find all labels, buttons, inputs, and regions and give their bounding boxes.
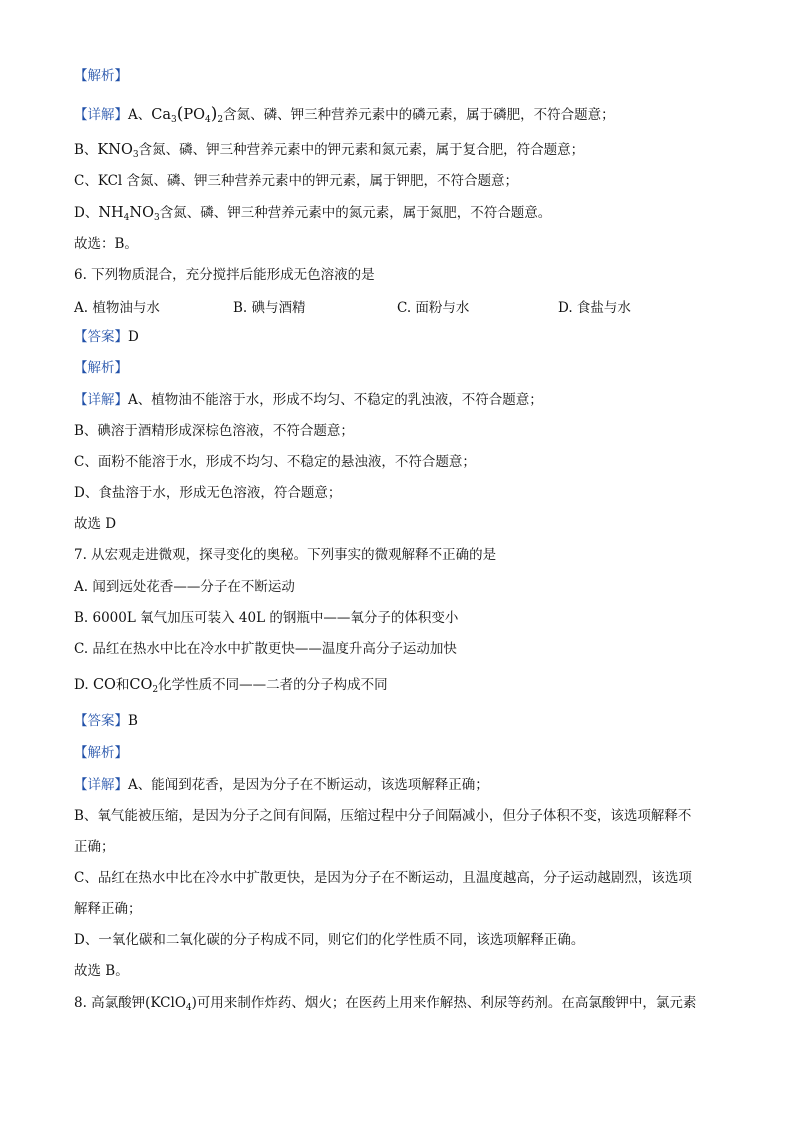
q7-option-d: D. CO和$CO_2$化学性质不同——二者的分子构成不同 [74,677,388,695]
q6-option-c: C. 面粉与水 [397,300,470,316]
q7-detail-b-line2: 正确； [74,839,115,855]
q5-detail-a: 【详解】A、$Ca_3(PO_4)_2$含氮、磷、钾三种营养元素中的磷元素，属于磷肥，不符合题意； [74,104,615,125]
q8-stem: 8. 高氯酸钾(KClO$_4$)可用来制作炸药、烟火；在医药上用来作解热、利尿等药剂。在高氯酸钾中，氯元素 [74,995,697,1013]
q6-detail-c: C、面粉不能溶于水，形成不均匀、不稳定的悬浊液，不符合题意； [74,454,476,470]
q7-stem: 7. 从宏观走进微观，探寻变化的奥秘。下列事实的微观解释不正确的是 [74,547,497,563]
q6-answer: 【答案】D [74,329,139,345]
q7-detail-a: 【详解】A、能闻到花香，是因为分子在不断运动，该选项解释正确； [74,777,489,793]
q6-option-a: A. 植物油与水 [74,300,160,316]
q7-option-b: B. 6000L 氧气加压可装入 40L 的钢瓶中——氧分子的体积变小 [74,610,459,626]
q7-analysis-label: 【解析】 [74,745,128,761]
q7-detail-d: D、一氧化碳和二氧化碳的分子构成不同，则它们的化学性质不同，该选项解释正确。 [74,932,585,948]
q6-analysis-label: 【解析】 [74,360,128,376]
q5-choice: 故选：B。 [74,236,138,252]
q7-option-a: A. 闻到远处花香——分子在不断运动 [74,579,295,595]
formula-kclo4: KClO$_4$ [150,995,192,1013]
formula-ca3po42: $Ca_3(PO_4)_2$ [151,104,224,125]
q6-choice: 故选 D [74,516,117,532]
q6-detail-d: D、食盐溶于水，形成无色溶液，符合题意； [74,485,342,501]
q5-detail-d: D、$NH_4NO_3$含氮、磷、钾三种营养元素中的氮元素，属于氮肥，不符合题意。 [74,205,552,223]
q6-options [74,296,734,316]
formula-nh4no3: $NH_4NO_3$ [98,205,160,223]
q7-answer: 【答案】B [74,713,138,729]
formula-kno3: $KNO_3$ [97,142,139,160]
q6-detail-a: 【详解】A、植物油不能溶于水，形成不均匀、不稳定的乳浊液，不符合题意； [74,392,543,408]
q5-detail-c: C、KCl 含氮、磷、钾三种营养元素中的钾元素，属于钾肥，不符合题意； [74,173,519,189]
q6-detail-b: B、碘溶于酒精形成深棕色溶液，不符合题意； [74,423,354,439]
q6-option-b: B. 碘与酒精 [233,300,306,316]
q7-choice: 故选 B。 [74,963,129,979]
q7-detail-c-line1: C、品红在热水中比在冷水中扩散更快，是因为分子在不断运动，且温度越高，分子运动越剧烈，该选项 [74,870,692,886]
q7-detail-c-line2: 解释正确； [74,901,142,917]
q6-stem: 6. 下列物质混合，充分搅拌后能形成无色溶液的是 [74,267,375,283]
q5-detail-b: B、$KNO_3$含氮、磷、钾三种营养元素中的钾元素和氮元素，属于复合肥，符合题意； [74,142,585,160]
analysis-label: 【解析】 [74,68,128,84]
formula-co2: $CO_2$ [129,677,159,695]
q6-option-d: D. 食盐与水 [558,300,631,316]
q7-option-c: C. 品红在热水中比在冷水中扩散更快——温度升高分子运动加快 [74,641,457,657]
q7-detail-b-line1: B、氧气能被压缩，是因为分子之间有间隔，压缩过程中分子间隔减小，但分子体积不变，该选项解释不 [74,808,692,824]
